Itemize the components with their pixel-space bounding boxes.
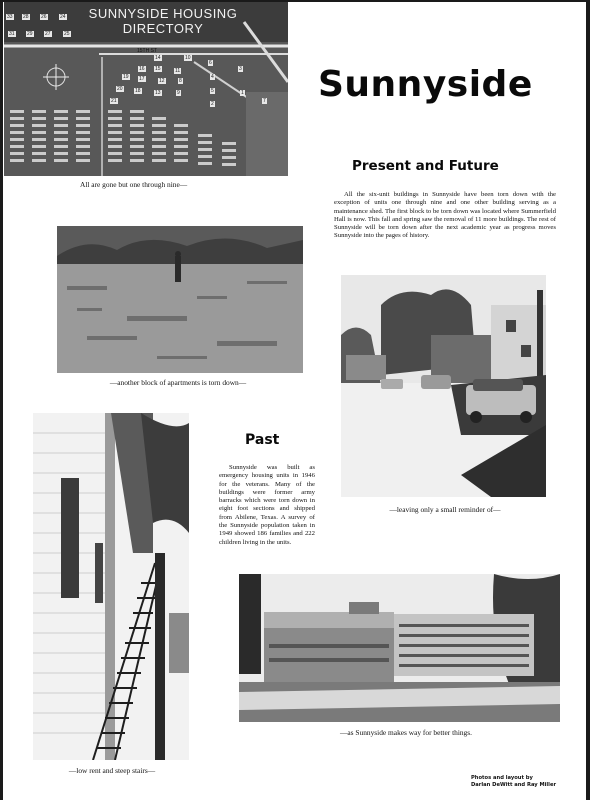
past-heading: Past bbox=[245, 432, 280, 448]
map-block-number: 11 bbox=[175, 68, 181, 74]
map-title-line-1: SUNNYSIDE HOUSING bbox=[88, 6, 238, 21]
map-block-number: 25 bbox=[64, 31, 70, 37]
housing-directory-map-photo bbox=[4, 2, 288, 176]
map-block-number: 24 bbox=[60, 14, 66, 20]
map-block-number: 3 bbox=[239, 66, 242, 72]
map-block-number: 18 bbox=[135, 88, 141, 94]
map-block-number: 20 bbox=[117, 86, 123, 92]
map-block-number: 6 bbox=[209, 60, 212, 66]
map-block-number: 28 bbox=[23, 14, 29, 20]
demolition-caption: —another block of apartments is torn down— bbox=[109, 378, 247, 387]
page-title: Sunnyside bbox=[318, 64, 533, 105]
stairs-caption: —low rent and steep stairs— bbox=[68, 766, 156, 775]
map-block-number: 14 bbox=[155, 55, 161, 61]
new-building-photo bbox=[239, 574, 560, 722]
street-photo bbox=[341, 275, 546, 497]
past-paragraph: Sunnyside was built as emergency housing units in 1946 for the veterans. Many of the buildings were former army barracks which were torn down in eight foot sections and shipped from Abilene, Texas. A survey of the Sunnyside population taken in 1949 showed 186 families and 222 children living in the units. bbox=[219, 464, 315, 546]
map-block-number: 15 bbox=[155, 66, 161, 72]
map-block-number: 31 bbox=[9, 31, 15, 37]
map-block-number: 27 bbox=[45, 31, 51, 37]
map-block-number: 17 bbox=[139, 76, 145, 82]
map-block-number: 33 bbox=[7, 14, 13, 20]
map-block-number: 4 bbox=[211, 74, 214, 80]
map-title bbox=[88, 6, 238, 36]
map-block-number: 9 bbox=[177, 90, 180, 96]
map-block-number: 13 bbox=[155, 90, 161, 96]
map-block-number: 7 bbox=[263, 98, 266, 104]
map-block-number: 10 bbox=[185, 55, 191, 61]
map-block-number: 1 bbox=[241, 90, 244, 96]
map-block-number: 12 bbox=[159, 78, 165, 84]
stairs-photo bbox=[33, 413, 189, 760]
map-block-number: 19 bbox=[123, 74, 129, 80]
photo-credit bbox=[471, 775, 556, 789]
demolition-photo bbox=[57, 226, 303, 373]
map-title-line-2: DIRECTORY bbox=[122, 21, 204, 36]
new-building-caption: —as Sunnyside makes way for better things. bbox=[340, 728, 472, 737]
map-block-number: 8 bbox=[179, 78, 182, 84]
map-street-label: 15TH ST bbox=[137, 48, 158, 54]
intro-paragraph: All the six-unit buildings in Sunnyside have been torn down with the exception of units one through nine and one other building serving as a maintenance shed. The first block to be torn down was located where Summerfield Hall is now. This fall and spring saw the removal of 11 more buildings. The rest of Sunnyside will be torn down after the next academic year as progress moves Sunnyside into the pages of history. bbox=[334, 191, 556, 240]
street-caption: —leaving only a small reminder of— bbox=[389, 505, 501, 514]
map-block-number: 5 bbox=[211, 88, 214, 94]
map-block-number: 16 bbox=[139, 66, 145, 72]
page-subtitle: Present and Future bbox=[352, 158, 499, 174]
credit-line-1: Photos and layout by bbox=[471, 775, 533, 781]
map-block-number: 21 bbox=[111, 98, 117, 104]
map-caption: All are gone but one through nine— bbox=[80, 180, 188, 189]
map-block-number: 26 bbox=[41, 14, 47, 20]
map-block-number: 29 bbox=[27, 31, 33, 37]
map-block-number: 2 bbox=[211, 101, 214, 107]
credit-line-2: Darlan DeWitt and Ray Miller bbox=[471, 782, 557, 788]
